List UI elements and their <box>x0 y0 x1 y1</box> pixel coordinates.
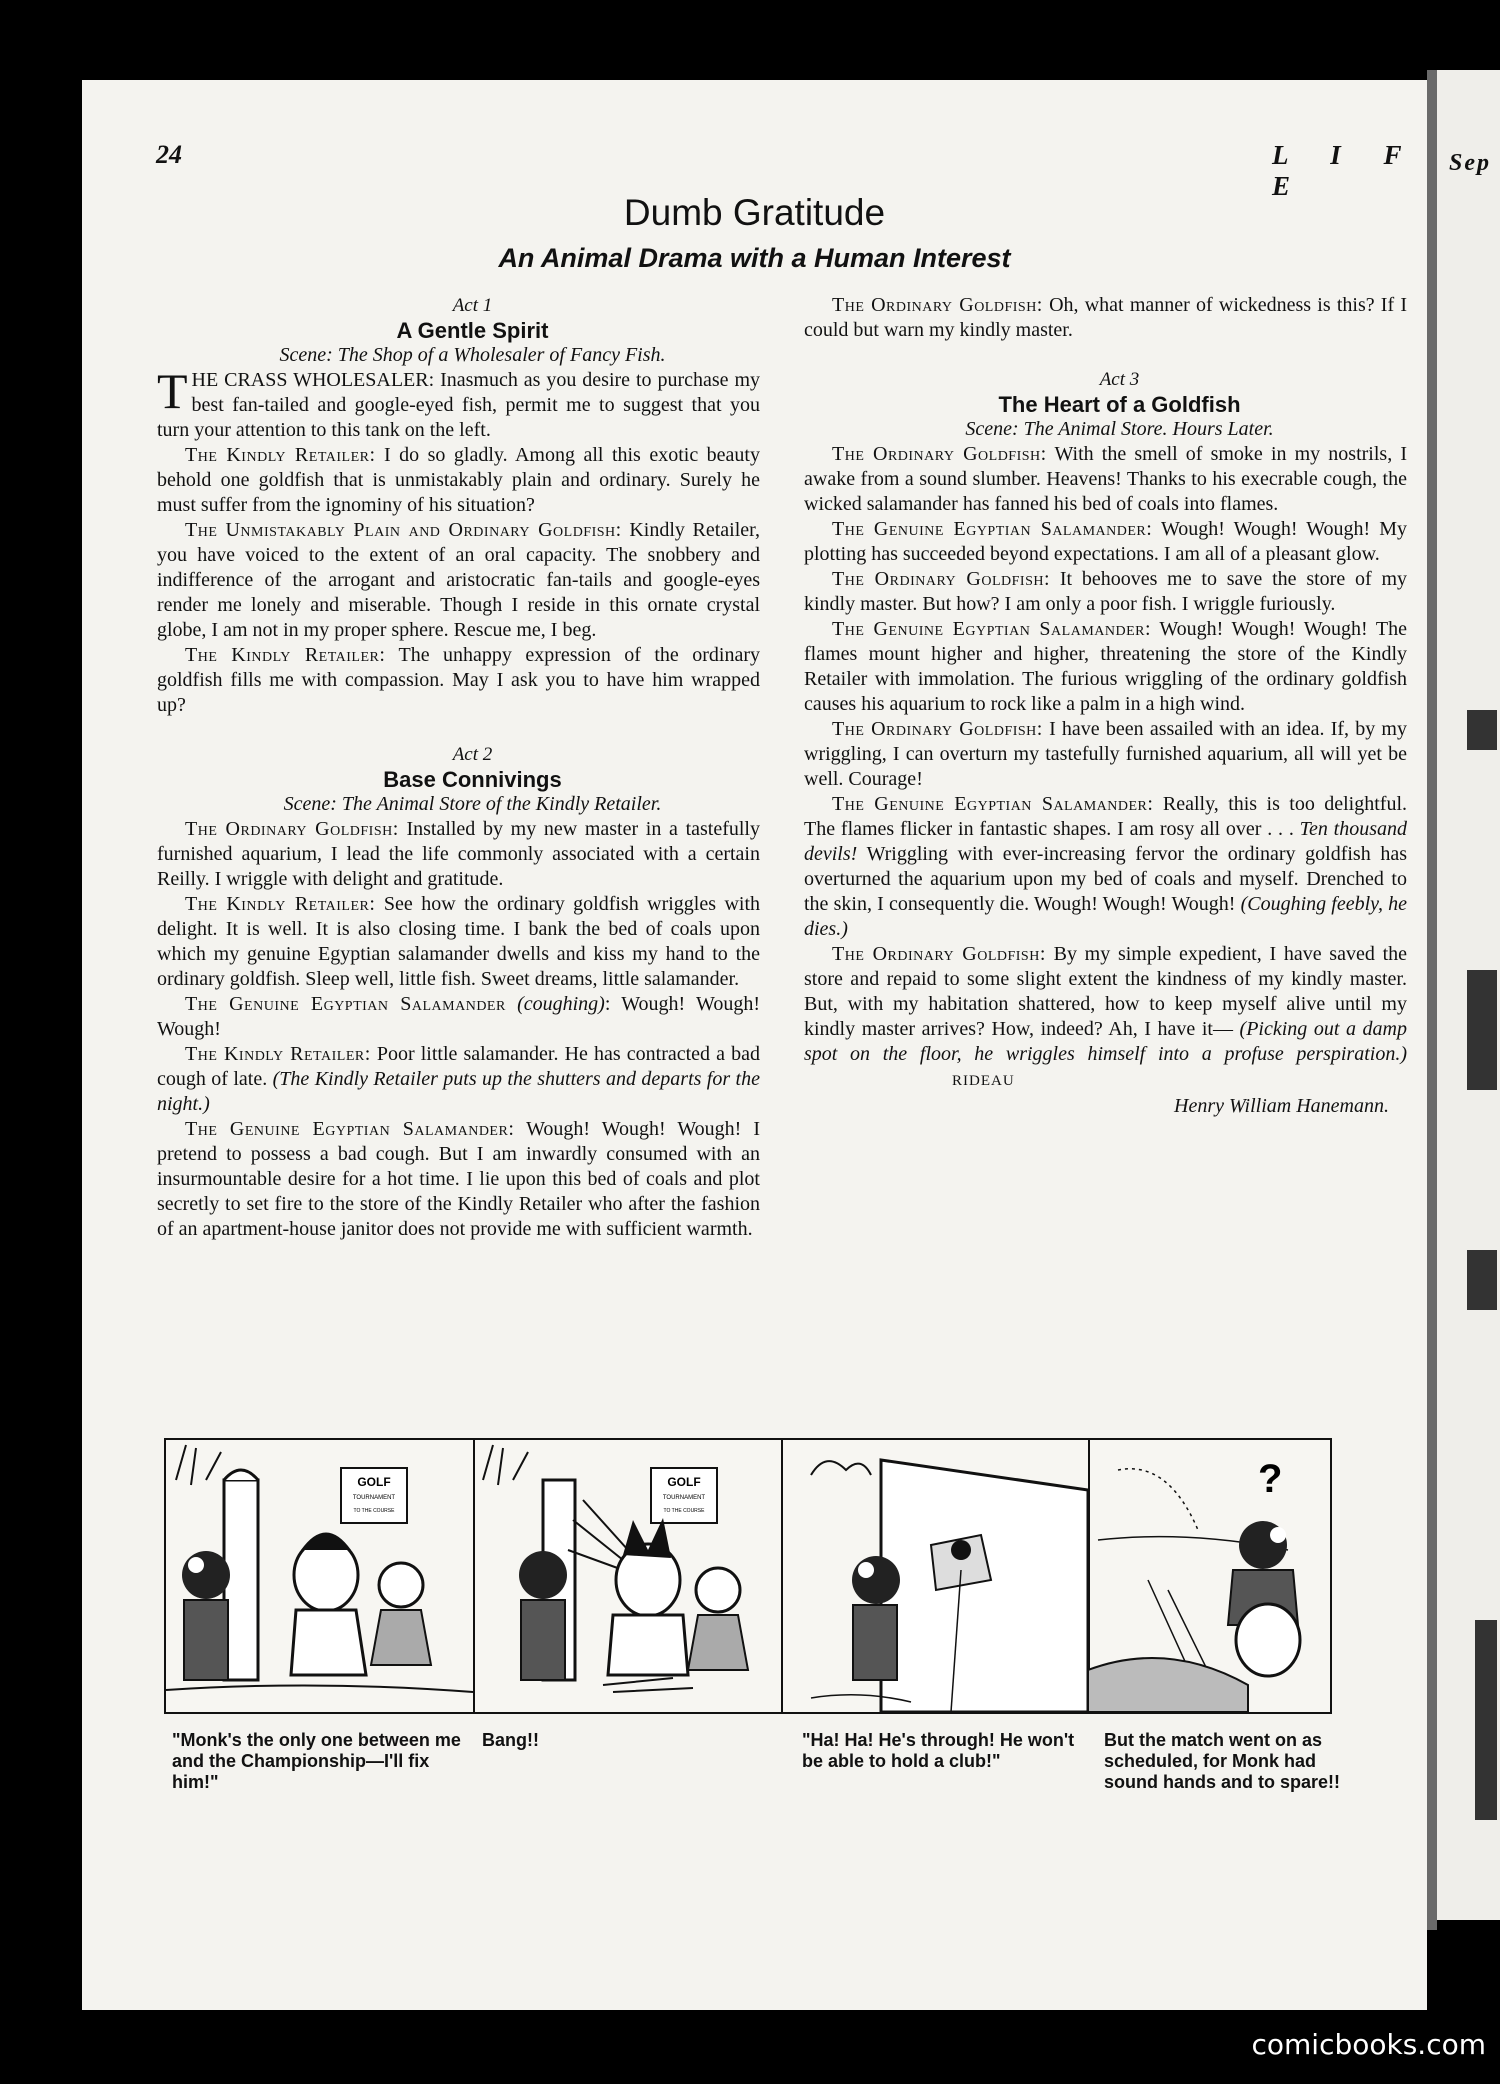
drop-cap: T <box>157 363 188 419</box>
act-3-label: Act 3 <box>1099 369 1140 390</box>
paragraph: THE CRASS WHOLESALER: Inasmuch as you desire to purchase my best fan-tailed and google-eyed fish, permit me to suggest that you turn your attention to this tank on the left. <box>157 363 761 441</box>
comic-strip <box>164 1438 1332 1714</box>
paragraph: The Genuine Egyptian Salamander: Wough! Wough! Wough! My plotting has succeeded beyond expectations. I am all of a pleasant glow. <box>804 518 1407 565</box>
stage-direction: (Coughing feebly, he dies.) <box>804 893 1407 940</box>
paragraph: The Ordinary Goldfish: By my simple expedient, I have saved the store and repaid to some slight extent the kindness of my kindly master. But, with my habitation shattered, how to keep myself alive until my kindly master arrives? How, indeed? Ah, I have it— (Picking out a damp spot on the floor, he wriggles himself into a profuse perspiration.)RIDEAU <box>804 942 1407 1094</box>
speaker: The Genuine Egyptian Salamander: <box>832 793 1154 815</box>
paragraph: The Ordinary Goldfish: It behooves me to save the store of my kindly master. But how? I am only a poor fish. I wriggle furiously. <box>804 568 1408 615</box>
comic-panel-3-art <box>781 1440 1088 1712</box>
speaker: The Unmistakably Plain and Ordinary Goldfish: <box>185 519 622 541</box>
comic-panel-1-art <box>166 1440 473 1712</box>
comic-panel-2-art <box>473 1440 781 1712</box>
speaker: HE CRASS WHOLESALER: <box>191 369 435 391</box>
paragraph: The Kindly Retailer: I do so gladly. Among all this exotic beauty behold one goldfish that is unmistakably plain and ordinary. Surely he must suffer from the ignominy of his situation? <box>157 444 760 516</box>
comic-panel-1 <box>166 1440 475 1712</box>
comic-caption-4: But the match went on as scheduled, for Monk had sound hands and to spare!! <box>1104 1730 1341 1792</box>
act-2-scene: Scene: The Animal Store of the Kindly Retailer. <box>283 793 662 815</box>
comic-caption-1: "Monk's the only one between me and the Championship—I'll fix him!" <box>172 1730 461 1792</box>
paragraph: The Ordinary Goldfish: Installed by my new master in a tastefully furnished aquarium, I lead the life commonly associated with a certain Reilly. I wriggle with delight and gratitude. <box>157 818 760 890</box>
facing-page-header: Sep <box>1449 150 1491 176</box>
paragraph: The Ordinary Goldfish: Oh, what manner of wickedness is this? If I could but warn my kindly master. <box>804 294 1407 341</box>
golf-sign-title: GOLF <box>667 1475 701 1489</box>
speaker: The Kindly Retailer: <box>185 893 376 915</box>
comic-caption-3: "Ha! Ha! He's through! He won't be able to hold a club!" <box>802 1730 1075 1771</box>
stage-direction: (coughing) <box>517 993 605 1015</box>
golf-sign-direction: TO THE COURSE <box>663 1508 705 1514</box>
paragraph: The Kindly Retailer: See how the ordinary goldfish wriggles with delight. It is well. It is also closing time. I bank the bed of coals upon which my genuine Egyptian salamander dwells and kiss my hand to the ordinary goldfish. Sleep well, little fish. Sweet dreams, little salamander. <box>157 893 760 990</box>
comic-panel-4 <box>1088 1440 1330 1712</box>
golf-sign-title: GOLF <box>357 1475 391 1489</box>
facing-page-ink <box>1467 710 1497 750</box>
paragraph: The Unmistakably Plain and Ordinary Goldfish: Kindly Retailer, you have voiced to the extent of an oral capacity. The snobbery and indifference of the arrogant and aristocratic fan-tails and google-eyes render me lonely and miserable. Though I reside in this ornate crystal globe, I am not in my proper sphere. Rescue me, I beg. <box>157 519 760 641</box>
paragraph: The Kindly Retailer: Poor little salamander. He has contracted a bad cough of late. (The Kindly Retailer puts up the shutters and departs for the night.) <box>157 1043 760 1115</box>
paragraph: The Genuine Egyptian Salamander: Wough! Wough! Wough! The flames mount higher and higher, threatening the store of the Kindly Retailer with immolation. The furious wriggling of the ordinary goldfish causes his aquarium to rock like a palm in a high wind. <box>804 618 1407 715</box>
comic-panel-3 <box>781 1440 1090 1712</box>
facing-page-ink <box>1467 1250 1497 1310</box>
speaker: The Genuine Egyptian Salamander: <box>832 618 1152 640</box>
paragraph: The Genuine Egyptian Salamander: Wough! Wough! Wough! I pretend to possess a bad cough. But I am inwardly consumed with an insurmountable desire for a hot time. I lie upon this bed of coals and plot secretly to set fire to the store of the Kindly Retailer who after the fashion of an apartment-house janitor does not provide me with sufficient warmth. <box>157 1118 760 1240</box>
text-column-right <box>804 293 1407 1119</box>
speaker: The Genuine Egyptian Salamander: <box>832 518 1153 540</box>
rideau: RIDEAU <box>952 1073 1015 1089</box>
speaker: The Ordinary Goldfish: <box>832 568 1051 590</box>
facing-page-edge <box>1437 70 1500 1920</box>
watermark: comicbooks.com <box>1251 2028 1486 2061</box>
speaker: The Ordinary Goldfish: <box>185 818 399 840</box>
speaker: The Kindly Retailer: <box>185 444 376 466</box>
question-mark: ? <box>1258 1457 1283 1501</box>
magazine-page <box>82 80 1427 2010</box>
speaker: The Kindly Retailer: <box>185 1043 371 1065</box>
paragraph: The Ordinary Goldfish: With the smell of smoke in my nostrils, I awake from a sound slumber. Heavens! Thanks to his execrable cough, the wicked salamander has fanned his bed of coals into flames. <box>804 443 1407 515</box>
act-1-label: Act 1 <box>452 295 493 316</box>
page-gutter <box>1427 70 1437 1930</box>
article-subtitle: An Animal Drama with a Human Interest <box>498 243 1011 273</box>
speaker: The Ordinary Goldfish: <box>832 443 1047 465</box>
author-byline: Henry William Hanemann. <box>1174 1095 1389 1117</box>
act-1-heading: A Gentle Spirit <box>396 318 549 343</box>
speaker: The Kindly Retailer: <box>185 644 386 666</box>
paragraph: The Kindly Retailer: The unhappy expression of the ordinary goldfish fills me with compassion. May I ask you to have him wrapped up? <box>157 644 760 716</box>
act-2-heading: Base Connivings <box>383 767 562 792</box>
stage-direction: (Picking out a damp spot on the floor, he wriggles himself into a profuse perspiration.) <box>804 1018 1407 1065</box>
article-title: Dumb Gratitude <box>623 192 886 233</box>
act-3-heading: The Heart of a Goldfish <box>998 392 1241 417</box>
act-1-scene: Scene: The Shop of a Wholesaler of Fancy Fish. <box>279 344 666 366</box>
act-2-label: Act 2 <box>452 744 493 765</box>
running-head: L I F E <box>1272 140 1420 201</box>
text-column-left <box>157 293 760 1242</box>
comic-caption-2: Bang!! <box>482 1730 539 1750</box>
speaker: The Ordinary Goldfish: <box>832 294 1043 316</box>
golf-sign-direction: TO THE COURSE <box>353 1508 395 1514</box>
paragraph: The Genuine Egyptian Salamander: Really, this is too delightful. The flames flicker in fantastic shapes. I am rosy all over . . . Ten thousand devils! Wriggling with ever-increasing fervor the ordinary goldfish has overturned the aquarium upon my bed of coals and myself. Drenched to the skin, I consequently die. Wough! Wough! Wough! (Coughing feebly, he dies.) <box>804 793 1407 940</box>
facing-page-ink <box>1467 970 1497 1090</box>
paragraph: The Genuine Egyptian Salamander (coughing): Wough! Wough! Wough! <box>157 993 760 1040</box>
comic-panel-4-art <box>1088 1440 1330 1712</box>
speaker: The Ordinary Goldfish: <box>832 943 1046 965</box>
stage-direction: (The Kindly Retailer puts up the shutters and departs for the night.) <box>157 1068 760 1115</box>
page-number: 24 <box>156 140 182 169</box>
speaker: The Ordinary Goldfish: <box>832 718 1043 740</box>
speaker: The Genuine Egyptian Salamander <box>185 993 506 1015</box>
golf-sign-subtitle: TOURNAMENT <box>662 1495 706 1501</box>
act-3-scene: Scene: The Animal Store. Hours Later. <box>965 418 1274 440</box>
facing-page-ink <box>1475 1620 1497 1820</box>
comic-panel-2 <box>473 1440 783 1712</box>
golf-sign-subtitle: TOURNAMENT <box>352 1495 396 1501</box>
paragraph: The Ordinary Goldfish: I have been assailed with an idea. If, by my wriggling, I can overturn my tastefully furnished aquarium, all will yet be well. Courage! <box>804 718 1407 790</box>
speaker: The Genuine Egyptian Salamander: <box>185 1118 515 1140</box>
